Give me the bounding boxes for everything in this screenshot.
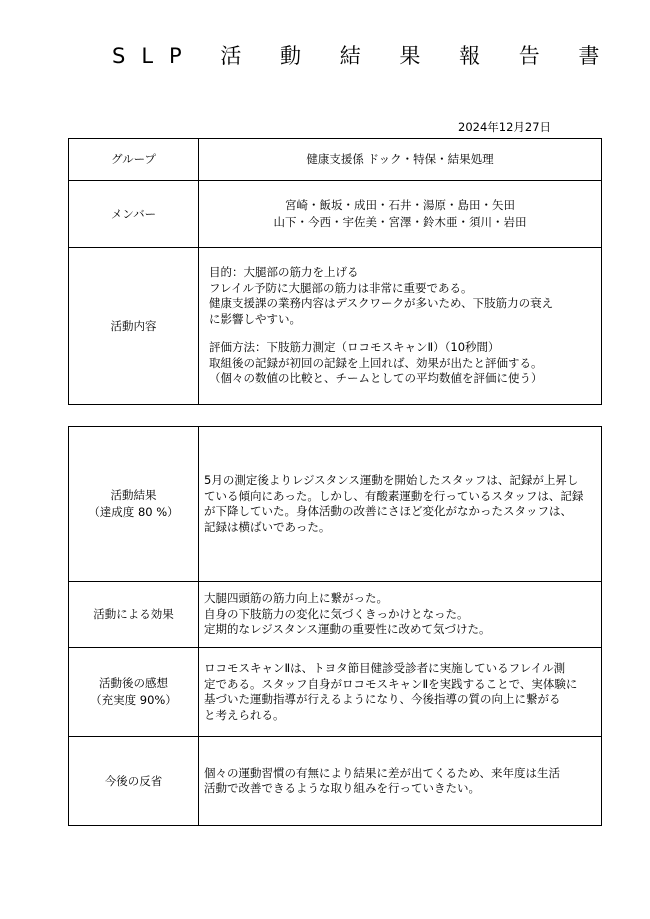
reflection-row: [69, 737, 602, 826]
report-date: 2024年12月27日: [458, 120, 552, 134]
activity-line: 取組後の記録が初回の記録を上回れば、効果が出たと評価する。: [209, 355, 543, 370]
group-label: グループ: [69, 139, 199, 181]
impression-line: 基づいた運動指導が行えるようになり、今後指導の質の向上に繋がる: [204, 692, 561, 706]
effect-line: 定期的なレジスタンス運動の重要性に改めて気づけた。: [204, 622, 491, 637]
impression-line: と考えられる。: [204, 707, 285, 722]
impression-label-line: 活動後の感想: [99, 676, 168, 690]
activity-line: に影響しやすい。: [209, 311, 301, 326]
result-label: [69, 427, 199, 582]
activity-line: フレイル予防に大腿部の筋力は非常に重要である。: [209, 280, 473, 295]
impression-value: [199, 648, 602, 737]
result-row: [69, 427, 602, 582]
reflection-label: 今後の反省: [69, 737, 199, 826]
effect-row: [69, 582, 602, 648]
activity-line: 評価方法：下肢筋力測定（ロコモスキャンⅡ）（10秒間）: [209, 340, 500, 355]
impression-line: ロコモスキャンⅡは、トヨタ節目健診受診者に実施しているフレイル測: [204, 661, 566, 675]
activity-line: 目的：大腿部の筋力を上げる: [209, 265, 359, 280]
page-title: SLP 活 動 結 果 報 告 書: [112, 44, 616, 68]
result-table: [68, 426, 602, 826]
impression-label-line: （充実度 90%）: [90, 693, 177, 707]
group-value: 健康支援係 ドック・特保・結果処理: [199, 139, 602, 181]
info-table: [68, 138, 602, 405]
members-line: 山下・今西・宇佐美・宮澤・鈴木亜・須川・岩田: [273, 215, 527, 229]
activity-label: 活動内容: [69, 248, 199, 405]
group-row: [69, 139, 602, 181]
spacer: [209, 327, 596, 340]
result-line: が下降していた。身体活動の改善にさほど変化がなかったスタッフは、: [204, 504, 572, 518]
effect-line: 大腿四頭筋の筋力向上に繋がった。: [204, 591, 388, 606]
members-value: [199, 181, 602, 248]
result-label-line: （達成度 80 %）: [88, 505, 179, 519]
activity-line: 健康支援課の業務内容はデスクワークが多いため、下肢筋力の衰え: [209, 296, 554, 311]
members-row: [69, 181, 602, 248]
activity-value: [199, 248, 602, 405]
effect-value: [199, 582, 602, 648]
members-label: メンバー: [69, 181, 199, 248]
result-line: 記録は横ばいであった。: [204, 519, 331, 534]
result-line: ている傾向にあった。しかし、有酸素運動を行っているスタッフは、記録: [204, 488, 584, 503]
reflection-value: [199, 737, 602, 826]
activity-row: [69, 248, 602, 405]
effect-label: 活動による効果: [69, 582, 199, 648]
reflection-line: 個々の運動習慣の有無により結果に差が出てくるため、来年度は生活: [204, 765, 561, 780]
members-line: 宮崎・飯坂・成田・石井・湯原・島田・矢田: [285, 198, 515, 212]
effect-line: 自身の下肢筋力の変化に気づくきっかけとなった。: [204, 606, 469, 621]
impression-label: [69, 648, 199, 737]
result-line: 5月の測定後よりレジスタンス運動を開始したスタッフは、記録が上昇し: [204, 473, 579, 487]
result-value: [199, 427, 602, 582]
impression-row: [69, 648, 602, 737]
activity-line: （個々の数値の比較と、チームとしての平均数値を評価に使う）: [209, 371, 543, 386]
impression-line: 定である。スタッフ自身がロコモスキャンⅡを実践することで、実体験に: [204, 676, 578, 691]
reflection-line: 活動で改善できるような取り組みを行っていきたい。: [204, 781, 480, 795]
result-label-line: 活動結果: [110, 488, 157, 502]
